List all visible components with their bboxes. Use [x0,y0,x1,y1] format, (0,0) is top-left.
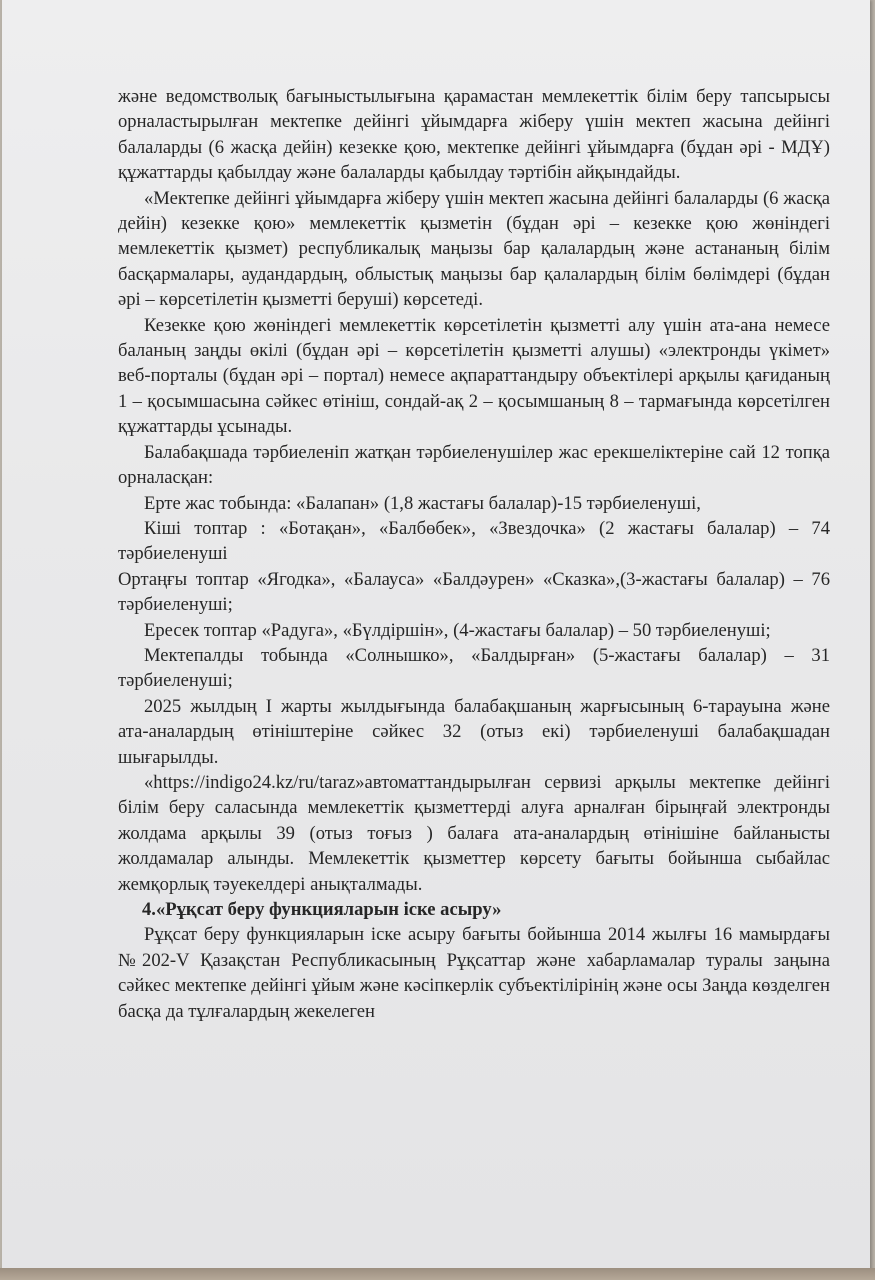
paragraph-expelled: 2025 жылдың I жарты жылдығында балабақшаның жарғысының 6-тарауына және ата-аналардың өтініштеріне сәйкес 32 (отыз екі) тәрбиеленуші балабақшадан шығарылды. [118,695,830,768]
paragraph-4: Балабақшада тәрбиеленіп жатқан тәрбиеленушілер жас ерекшеліктеріне сай 12 топқа орналасқан: [118,441,830,489]
group-middle: Ортаңғы топтар «Ягодка», «Балауса» «Балдәурен» «Сказка»,(3-жастағы балалар) – 76 тәрбиеленуші; [118,568,830,616]
paragraph-3: Кезекке қою жөніндегі мемлекеттік көрсетілетін қызметті алу үшін ата-ана немесе баланың заңды өкілі (бұдан әрі – көрсетілетін қызметті алушы) «электронды үкімет» веб-порталы (бұдан әрі – портал) немесе ақпараттандыру объектілері арқылы қағиданың 1 – қосымшасына сәйкес өтініш, сондай-ақ 2 – қосымшаның 8 – тармағында көрсетілген құжаттарды ұсынады. [118,314,830,438]
document-body [118,84,830,1024]
paragraph-2: «Мектепке дейінгі ұйымдарға жіберу үшін мектеп жасына дейінгі балаларды (6 жасқа дейін) кезекке қою» мемлекеттік қызметін (бұдан әрі – кезекке қою жөніндегі мемлекеттік қызмет) республикалық маңызы бар қалалардың және астананың білім басқармалары, аудандардың, облыстық маңызы бар қалалардың білім бөлімдері (бұдан әрі – көрсетілетін қызметті беруші) көрсетеді. [118,187,830,311]
paragraph-permits: Рұқсат беру функцияларын іске асыру бағыты бойынша 2014 жылғы 16 мамырдағы №202-V Қазақстан Республикасының Рұқсаттар және хабарламалар туралы заңына сәйкес мектепке дейінгі ұйым және кәсіпкерлік субъектілірінің және осы Заңда көзделген басқа да тұлғалардың жекелеген [118,924,830,1022]
group-senior: Ересек топтар «Радуга», «Бүлдіршін», (4-жастағы балалар) – 50 тәрбиеленуші; [144,619,771,641]
paragraph-referrals: «https://indigo24.kz/ru/taraz»автоматтандырылған сервизі арқылы мектепке дейінгі білім беру саласында мемлекеттік қызметтерді алуға арналған бірыңғай электронды жолдама арқылы 39 (отыз тоғыз ) балаға ата-аналардың өтінішіне байланысты жолдамалар алынды. Мемлекеттік қызметтер көрсету бағыты бойынша сыбайлас жемқорлық тәуекелдері анықталмады. [118,771,830,895]
group-preschool: Мектепалды тобында «Солнышко», «Балдырған» (5-жастағы балалар) – 31 тәрбиеленуші; [118,644,830,692]
group-early-age: Ерте жас тобында: «Балапан» (1,8 жастағы балалар)-15 тәрбиеленуші, [144,492,701,514]
section-heading-4: 4.«Рұқсат беру функцияларын іске асыру» [142,899,502,920]
group-junior: Кіші топтар : «Ботақан», «Балбөбек», «Звездочка» (2 жастағы балалар) – 74 тәрбиеленуші [118,517,830,565]
document-page [2,0,870,1272]
paragraph-1: және ведомстволық бағыныстылығына қарамастан мемлекеттік білім беру тапсырысы орналастырылған мектепке дейінгі ұйымдарға жіберу үшін мектеп жасына дейінгі балаларды (6 жасқа дейін) кезекке қою, мектепке дейінгі ұйымдарға (бұдан әрі - МДҰ) құжаттарды қабылдау және балаларды қабылдау тәртібін айқындайды. [118,86,830,184]
table-surface [0,1268,875,1280]
